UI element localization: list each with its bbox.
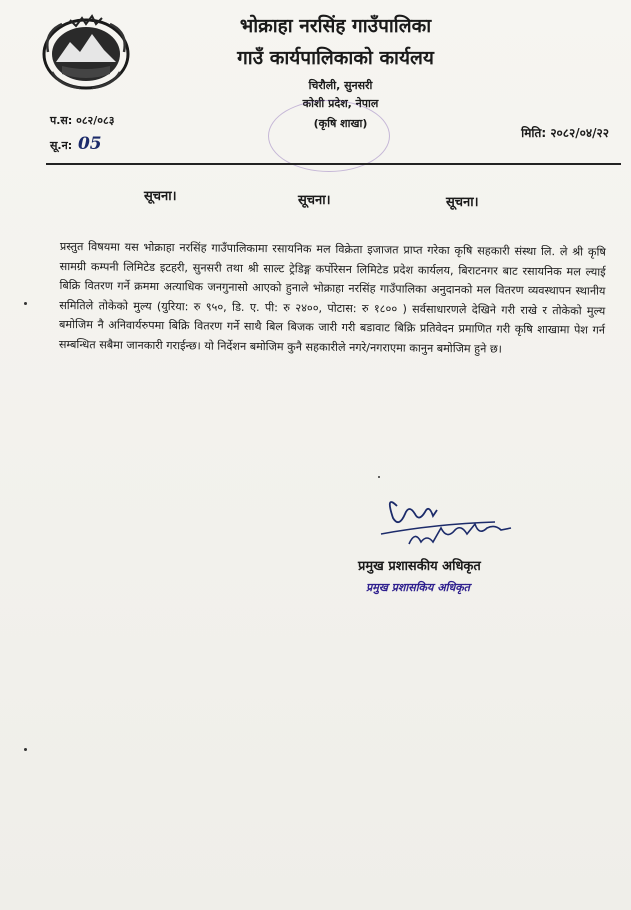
notice-body: प्रस्तुत विषयमा यस भोक्राहा नरसिंह गाउँपालिकामा रसायनिक मल विक्रेता इजाजत प्राप्त गरेका कृषि सहकारी संस्था लि. ले श्री कृषि सामग्री कम्पनी लिमिटेड इटहरी, सुनसरी तथा श्री साल्ट ट्रेडिङ्ग कर्पोरेसन लिमिटेड प्रदेश कार्यलय, बिराटनगर बाट रसायनिक मल ल्याई बिक्रि वितरण गर्ने क्रममा अत्याधिक जनगुनासो आएको हुनाले भोक्राहा नरसिंह गाउँपालिका अनुदानको मल वितरण व्यवस्थापन स्थानीय समितिले तोकेको मुल्य (युरिया: रु ९५०, डि. ए. पी: रु २४००, पोटास: रु १८०० ) सर्वसाधारणले देखिने गरी राखे र तोकेको मुल्य बमोजिम नै अनिवार्यरुपमा बिक्रि वितरण गर्ने साथै बिल बिजक जारी गरी बडावाट बिक्रि प्रतिवेदन प्रमाणित गरी कृषि शाखामा पेश गर्न सम्बन्धित सबैमा जानकारी गराईन्छ। यो निर्देशन बमोजिम कुनै सहकारीले नगरे/नगराएमा कानुन बमोजिम हुने छ। xyxy=(58,239,606,356)
signatory-stamp: प्रमुख प्रशासकिय अधिकृत xyxy=(366,581,470,594)
su-value: 05 xyxy=(77,134,102,154)
section-name: (कृषि शाखा) xyxy=(313,117,368,130)
ps-value: ०८२/०८३ xyxy=(76,114,115,127)
address-line-2: कोशी प्रदेश, नेपाल xyxy=(302,97,379,110)
su-label: सू.न: xyxy=(50,139,73,152)
office-subtitle: गाउँ कार्यपालिकाको कार्यलय xyxy=(237,47,434,69)
handwritten-signature-icon xyxy=(375,484,525,554)
dispatch-number xyxy=(50,134,102,154)
signatory-title: प्रमुख प्रशासकीय अधिकृत xyxy=(358,559,481,574)
scan-speck xyxy=(24,748,27,751)
reference-number xyxy=(50,113,114,128)
address-line-1: चिरौली, सुनसरी xyxy=(308,79,373,92)
ps-label: प.स: xyxy=(50,114,73,127)
notice-heading-2: सूचना। xyxy=(298,193,331,208)
office-stamp xyxy=(268,100,390,172)
date-value: २०८२/०४/२२ xyxy=(550,126,609,140)
notice-heading-1: सूचना। xyxy=(144,189,177,204)
scan-speck xyxy=(24,302,27,305)
document-date xyxy=(521,124,609,141)
notice-heading-3: सूचना। xyxy=(446,195,479,210)
date-label: मिति: xyxy=(521,126,547,140)
office-name: भोक्राहा नरसिंह गाउँपालिका xyxy=(239,15,432,37)
scan-speck xyxy=(378,476,380,478)
header-divider xyxy=(46,163,621,165)
